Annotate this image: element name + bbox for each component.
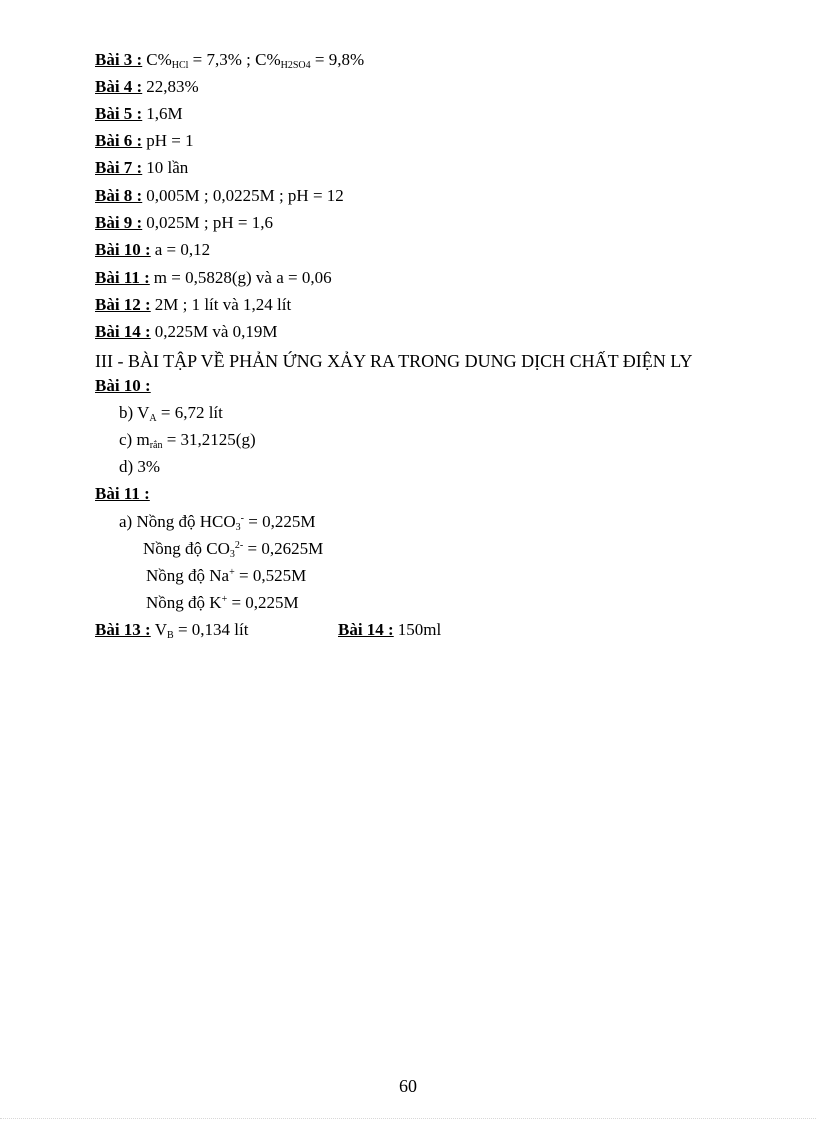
section-heading: III - BÀI TẬP VỀ PHẢN ỨNG XẢY RA TRONG DUNG DỊCH CHẤT ĐIỆN LY <box>95 351 693 371</box>
answer-bai-12 <box>95 295 291 315</box>
subscript: B <box>167 630 174 641</box>
subscript: A <box>149 413 157 424</box>
answer-bai-3 <box>95 50 364 70</box>
exercise-label: Bài 10 : <box>95 240 151 259</box>
answer-item-b <box>119 403 223 423</box>
answer-item-a-hco3 <box>119 512 315 532</box>
exercise-label: Bài 7 : <box>95 158 143 177</box>
exercise-label: Bài 3 : <box>95 50 143 69</box>
answer-text: 0,225M và 0,19M <box>154 322 278 341</box>
exercise-label: Bài 14 : <box>338 620 394 639</box>
answer-text: V <box>154 620 168 639</box>
answer-bai-13 <box>95 620 248 640</box>
answer-text: 0,005M ; 0,0225M ; pH = 12 <box>146 186 344 205</box>
exercise-label: Bài 9 : <box>95 213 143 232</box>
answer-text: 2M ; 1 lít và 1,24 lít <box>154 295 292 314</box>
answer-bai-14 <box>95 322 278 342</box>
answer-text: C% <box>146 50 172 69</box>
answer-bai-8 <box>95 186 344 206</box>
answer-text: d) 3% <box>119 457 161 476</box>
answer-text: a) Nồng độ HCO <box>119 512 236 531</box>
exercise-label: Bài 11 : <box>95 484 150 503</box>
answer-text: 10 lần <box>146 158 189 177</box>
answer-text: 0,025M ; pH = 1,6 <box>146 213 273 232</box>
answer-item-k <box>146 593 299 613</box>
bottom-divider <box>0 1118 816 1119</box>
section-bai-10-label <box>95 376 155 396</box>
answer-text: = 0,2625M <box>243 539 324 558</box>
answer-item-d <box>119 457 160 477</box>
exercise-label: Bài 14 : <box>95 322 151 341</box>
answer-item-co3 <box>143 539 323 559</box>
answer-bai-7 <box>95 158 188 178</box>
answer-text: = 7,3% ; C% <box>188 50 281 69</box>
answer-text: 1,6M <box>146 104 183 123</box>
exercise-label: Bài 5 : <box>95 104 143 123</box>
exercise-label: Bài 11 : <box>95 268 150 287</box>
answer-text: = 31,2125(g) <box>162 430 256 449</box>
subscript: 3 <box>235 522 241 533</box>
exercise-label: Bài 8 : <box>95 186 143 205</box>
answer-text: = 6,72 lít <box>156 403 223 422</box>
answer-text: 150ml <box>397 620 442 639</box>
answer-text: a = 0,12 <box>154 240 211 259</box>
exercise-label: Bài 10 : <box>95 376 151 395</box>
superscript: 2- <box>234 540 244 551</box>
answer-text: = 9,8% <box>310 50 365 69</box>
answer-text: = 0,134 lít <box>173 620 249 639</box>
superscript: - <box>240 513 244 524</box>
answer-text: Nồng độ Na <box>146 566 230 585</box>
answer-bai-5 <box>95 104 183 124</box>
page-number: 60 <box>399 1076 417 1096</box>
answer-text: Nồng độ K <box>146 593 222 612</box>
answer-text: = 0,525M <box>234 566 307 585</box>
answer-text: b) V <box>119 403 150 422</box>
subscript: H2SO4 <box>280 60 311 71</box>
answer-item-c <box>119 430 256 450</box>
exercise-label: Bài 4 : <box>95 77 143 96</box>
answer-bai-14-section3 <box>338 620 441 640</box>
answer-text: m = 0,5828(g) và a = 0,06 <box>153 268 332 287</box>
answer-bai-4 <box>95 77 199 97</box>
answer-text: c) m <box>119 430 150 449</box>
answer-item-na <box>146 566 306 586</box>
subscript: rắn <box>149 440 163 451</box>
answer-bai-10 <box>95 240 210 260</box>
answer-text: Nồng độ CO <box>143 539 230 558</box>
answer-bai-11 <box>95 268 332 288</box>
answer-text: 22,83% <box>146 77 199 96</box>
answer-text: = 0,225M <box>243 512 316 531</box>
answer-text: pH = 1 <box>146 131 194 150</box>
superscript: + <box>221 594 228 605</box>
exercise-label: Bài 12 : <box>95 295 151 314</box>
exercise-label: Bài 6 : <box>95 131 143 150</box>
superscript: + <box>229 567 235 578</box>
section-bai-11-label <box>95 484 154 504</box>
answer-text: = 0,225M <box>227 593 299 612</box>
exercise-label: Bài 13 : <box>95 620 151 639</box>
subscript: HCl <box>171 60 189 71</box>
subscript: 3 <box>229 549 235 560</box>
answer-bai-6 <box>95 131 194 151</box>
answer-bai-9 <box>95 213 273 233</box>
